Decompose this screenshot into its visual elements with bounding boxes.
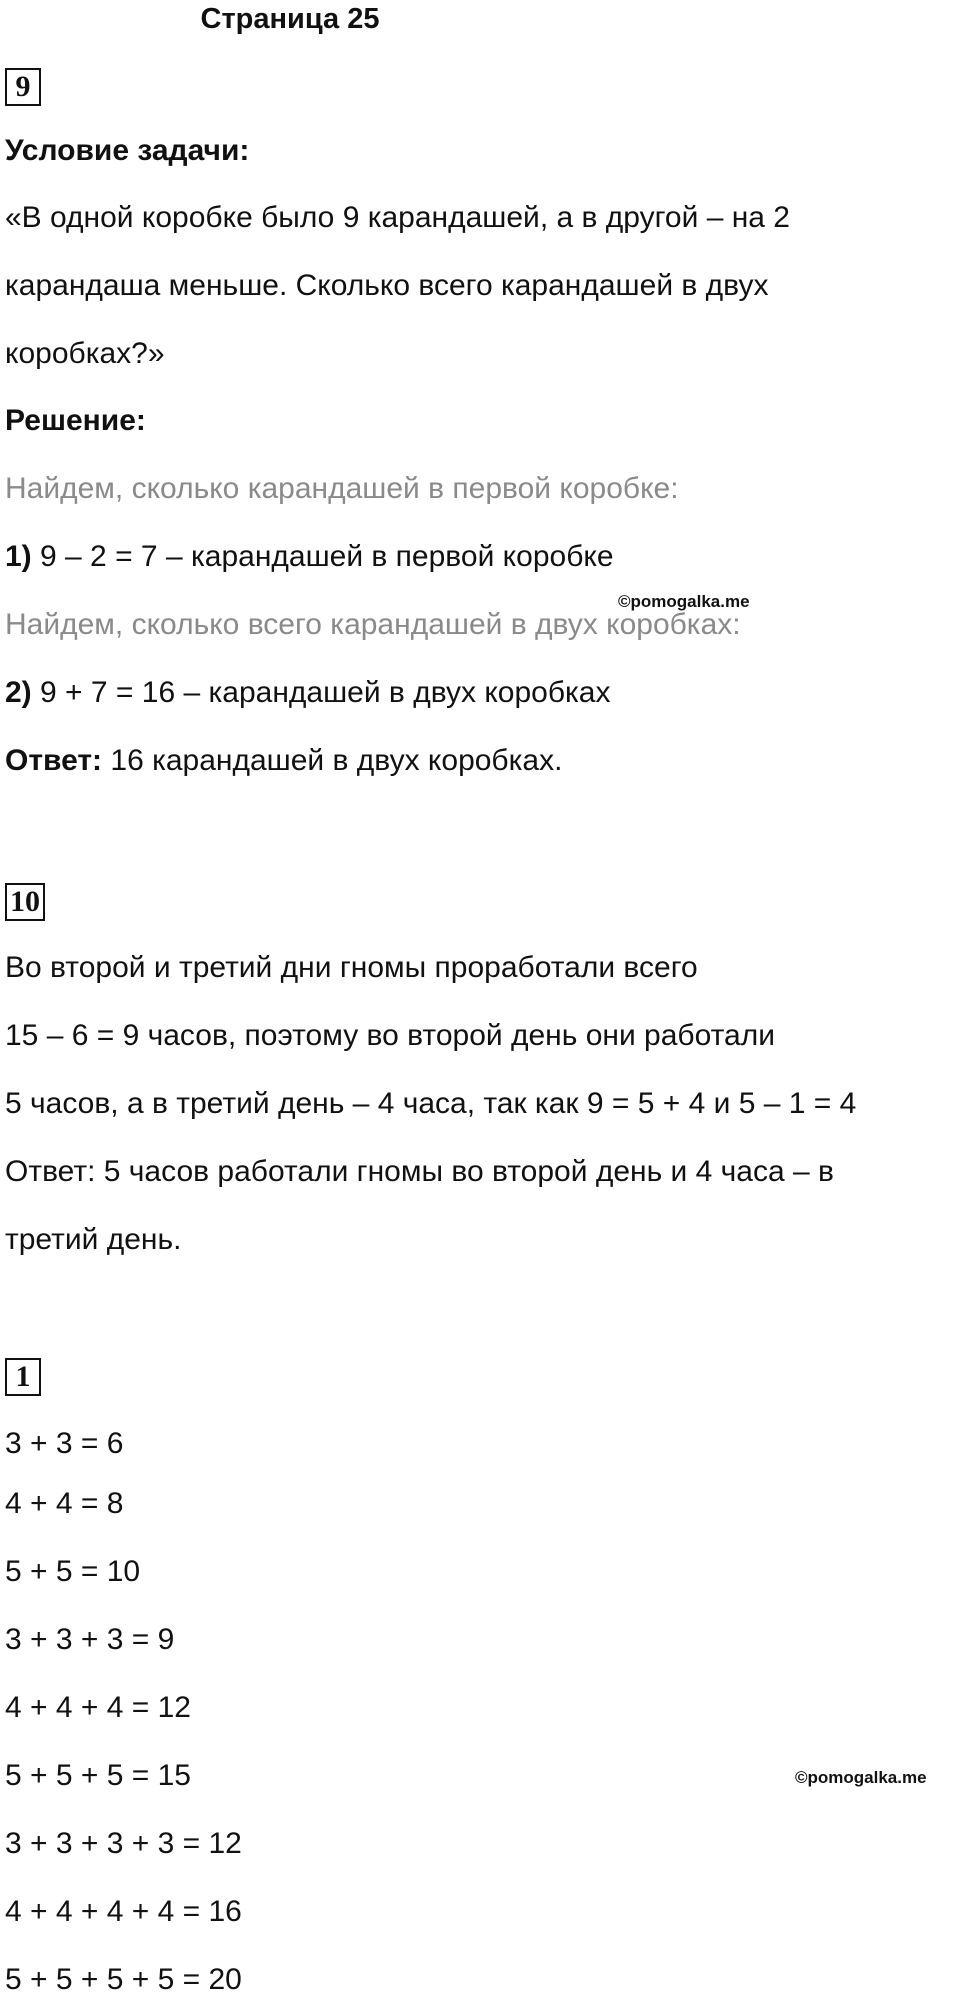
answer-text: 16 карандашей в двух коробках.: [102, 744, 563, 777]
task-10-line: 5 часов, а в третий день – 4 часа, так как 9 = 5 + 4 и 5 – 1 = 4: [5, 1087, 857, 1120]
step-text: 9 – 2 = 7 – карандашей в первой коробке: [31, 540, 614, 573]
solution-step: [5, 539, 614, 575]
equation: 3 + 3 = 6: [5, 1427, 124, 1460]
task-10-line: Во второй и третий дни гномы проработали всего: [5, 951, 698, 984]
equation: 4 + 4 = 8: [5, 1487, 124, 1520]
condition-line: коробках?»: [5, 337, 165, 370]
watermark: ©pomogalka.me: [795, 1768, 927, 1787]
task-10-line: третий день.: [5, 1223, 182, 1256]
task-10-line: Ответ: 5 часов работали гномы во второй день и 4 часа – в: [5, 1155, 834, 1188]
answer-label: Ответ:: [5, 744, 103, 777]
step-number: 1): [5, 540, 32, 573]
page-title: Страница 25: [200, 3, 380, 35]
step-number: 2): [5, 676, 32, 709]
equation: 3 + 3 + 3 = 9: [5, 1623, 175, 1656]
solution-hint: Найдем, сколько всего карандашей в двух коробках:: [5, 608, 741, 641]
equation: 4 + 4 + 4 + 4 = 16: [5, 1895, 242, 1928]
task-1-number: 1: [5, 1358, 41, 1396]
equation: 4 + 4 + 4 = 12: [5, 1691, 191, 1724]
answer-line: [5, 743, 562, 779]
equation: 5 + 5 = 10: [5, 1555, 141, 1588]
condition-line: «В одной коробке было 9 карандашей, а в другой – на 2: [5, 201, 790, 234]
equation: 3 + 3 + 3 + 3 = 12: [5, 1827, 242, 1860]
solution-hint: Найдем, сколько карандашей в первой коробке:: [5, 472, 679, 505]
task-10-number: 10: [5, 883, 45, 921]
equation: 5 + 5 + 5 + 5 = 20: [5, 1963, 242, 1996]
condition-line: карандаша меньше. Сколько всего карандашей в двух: [5, 269, 769, 302]
solution-label: Решение:: [5, 404, 146, 437]
solution-step: [5, 675, 611, 711]
task-10-line: 15 – 6 = 9 часов, поэтому во второй день они работали: [5, 1019, 775, 1052]
condition-label: Условие задачи:: [5, 134, 250, 167]
task-9-number: 9: [5, 68, 41, 106]
watermark: ©pomogalka.me: [618, 592, 750, 611]
equation: 5 + 5 + 5 = 15: [5, 1759, 191, 1792]
step-text: 9 + 7 = 16 – карандашей в двух коробках: [31, 676, 611, 709]
